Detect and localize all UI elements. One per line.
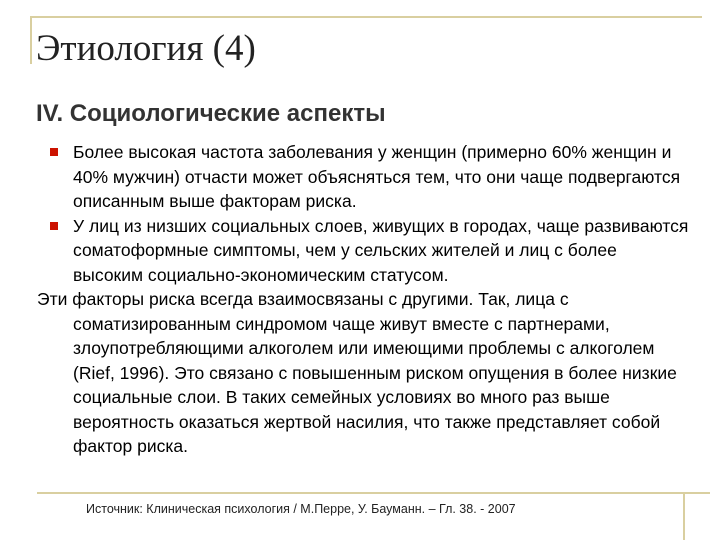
square-bullet-icon <box>50 222 58 230</box>
slide-content <box>37 140 690 459</box>
source-citation: Источник: Клиническая психология / М.Перре, У. Бауманн. – Гл. 38. - 2007 <box>86 502 516 516</box>
bullet-item <box>50 140 690 214</box>
section-heading: IV. Социологические аспекты <box>36 100 386 127</box>
frame-top-line <box>30 16 702 18</box>
square-bullet-icon <box>50 148 58 156</box>
page-title: Этиология (4) <box>36 28 256 69</box>
frame-right-line <box>683 492 685 540</box>
bullet-text: Более высокая частота заболевания у женщин (примерно 60% женщин и 40% мужчин) отчасти может объясняться тем, что они чаще подвергаются описанным выше факторам риска. <box>73 142 681 211</box>
bullet-text: У лиц из низших социальных слоев, живущих в городах, чаще развиваются соматоформные симптомы, чем у сельских жителей и лиц с более высоким социально-экономическим статусом. <box>73 215 689 285</box>
frame-left-line <box>30 16 32 64</box>
bullet-item <box>50 214 690 288</box>
frame-bottom-line <box>37 492 710 494</box>
body-paragraph: Эти факторы риска всегда взаимосвязаны с другими. Так, лица с соматизированным синдромом чаще живут вместе с партнерами, злоупотребляющими алкоголем или имеющими проблемы с алкоголем (Rief, 1996). Это связано с повышенным риском опущения в более низкие социальные слои. В таких семейных условиях во много раз выше вероятность оказаться жертвой насилия, что также представляет собой фактор риска. <box>37 289 677 456</box>
